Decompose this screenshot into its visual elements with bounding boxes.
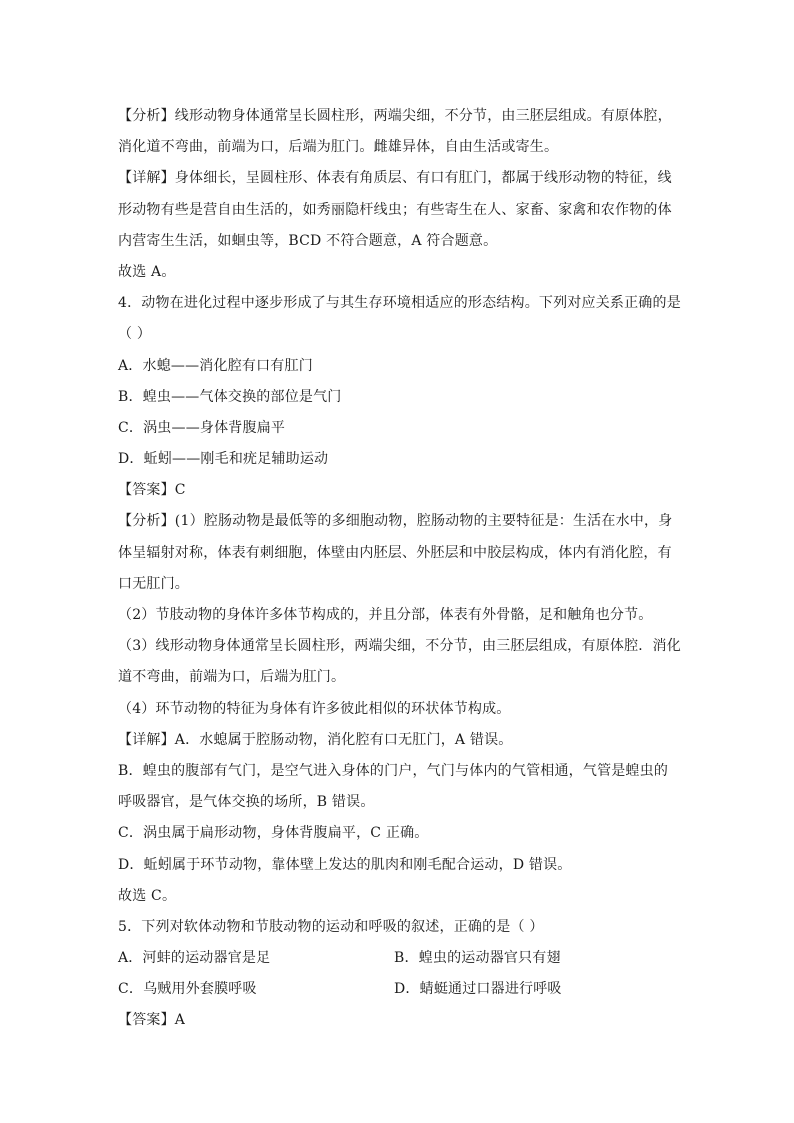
text-line: 呼吸器官，是气体交换的场所，B 错误。 xyxy=(118,794,375,811)
text-line: B．蝗虫的腹部有气门，是空气进入身体的门户，气门与体内的气管相通，气管是蝗虫的 xyxy=(118,762,669,779)
question-5-option-c: C．乌贼用外套膜呼吸 xyxy=(118,981,257,998)
question-5-option-b: B．蝗虫的运动器官只有翅 xyxy=(394,950,561,967)
question-5-answer: 【答案】A xyxy=(118,1012,186,1029)
text-line: （3）线形动物身体通常呈长圆柱形，两端尖细，不分节，由三胚层组成，有原体腔．消化 xyxy=(118,638,681,655)
text-line: 【分析】线形动物身体通常呈长圆柱形，两端尖细，不分节，由三胚层组成。有原体腔， xyxy=(118,108,672,124)
question-5-options-row-2 xyxy=(118,974,718,1005)
question-4-blank: （ ） xyxy=(118,326,152,343)
text-line: 口无肛门。 xyxy=(118,575,189,592)
text-line: 【详解】A．水螅属于腔肠动物，消化腔有口无肛门，A 错误。 xyxy=(118,731,513,748)
text-line: 故选 A。 xyxy=(118,263,176,280)
question-4-stem: 4．动物在进化过程中逐步形成了与其生存环境相适应的形态结构。下列对应关系正确的是 xyxy=(118,295,681,312)
text-line: 【详解】身体细长，呈圆柱形、体表有角质层、有口有肛门，都属于线形动物的特征，线 xyxy=(118,170,672,187)
text-line: C．涡虫属于扁形动物，身体背腹扁平，C 正确。 xyxy=(118,825,429,842)
question-5-option-d: D．蜻蜓通过口器进行呼吸 xyxy=(394,981,562,998)
text-line: （2）节肢动物的身体许多体节构成的，并且分部，体表有外骨骼，足和触角也分节。 xyxy=(118,607,653,623)
question-5-stem: 5．下列对软体动物和节肢动物的运动和呼吸的叙述，正确的是（ ） xyxy=(118,918,544,935)
question-5-options-row-1 xyxy=(118,943,718,974)
question-4-option-d: D．蚯蚓——刚毛和疣足辅助运动 xyxy=(118,451,329,468)
question-4-option-b: B．蝗虫——气体交换的部位是气门 xyxy=(118,388,342,405)
text-line: 道不弯曲，前端为口，后端为肛门。 xyxy=(118,669,346,686)
question-4-option-a: A．水螅——消化腔有口有肛门 xyxy=(118,357,313,374)
text-line: 形动物有些是营自由生活的，如秀丽隐杆线虫；有些寄生在人、家畜、家禽和农作物的体 xyxy=(118,201,672,218)
text-line: 消化道不弯曲，前端为口，后端为肛门。雌雄异体，自由生活或寄生。 xyxy=(118,139,559,156)
text-line: 故选 C。 xyxy=(118,887,177,904)
text-line: 体呈辐射对称，体表有刺细胞，体壁由内胚层、外胚层和中胶层构成，体内有消化腔，有 xyxy=(118,544,672,561)
text-line: 内营寄生生活，如蛔虫等，BCD 不符合题意，A 符合题意。 xyxy=(118,232,498,249)
text-line: （4）环节动物的特征为身体有许多彼此相似的环状体节构成。 xyxy=(118,700,511,717)
page-content xyxy=(118,101,698,1037)
question-5-option-a: A．河蚌的运动器官是足 xyxy=(118,950,271,967)
text-line: 【分析】(1）腔肠动物是最低等的多细胞动物，腔肠动物的主要特征是：生活在水中，身 xyxy=(118,513,673,530)
question-4-answer: 【答案】C xyxy=(118,482,186,499)
text-line: D．蚯蚓属于环节动物，靠体壁上发达的肌肉和刚毛配合运动，D 错误。 xyxy=(118,856,572,873)
question-4-option-c: C．涡虫——身体背腹扁平 xyxy=(118,419,286,436)
